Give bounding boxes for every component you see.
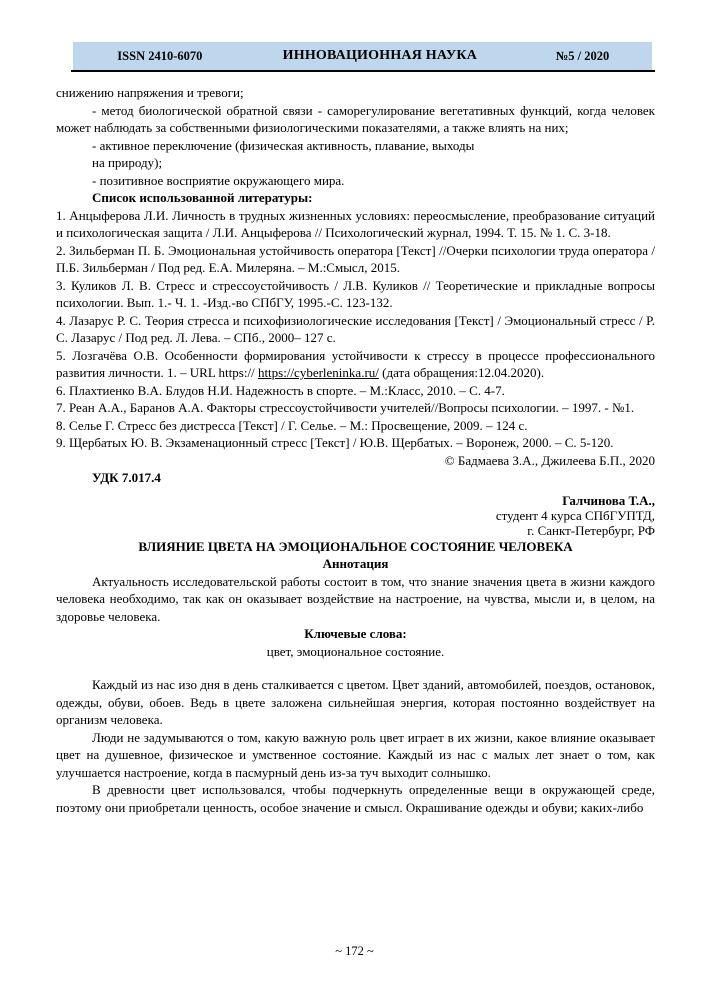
page-number: ~ 172 ~	[335, 944, 374, 958]
author-location: г. Санкт-Петербург, РФ	[527, 522, 655, 538]
paragraph: на природу);	[92, 155, 163, 170]
keywords-text: цвет, эмоциональное состояние.	[266, 643, 445, 659]
references-list	[56, 207, 655, 452]
paragraph: - метод биологической обратной связи - саморегулирование вегетативных функций, когда человек может наблюдать за собственными физиологическими показателями, а также влиять на них;	[56, 102, 655, 135]
journal-title: ИННОВАЦИОННАЯ НАУКА	[282, 48, 478, 63]
annotation-text: Актуальность исследовательской работы состоит в том, что знание значения цвета в жизни каждого человека необходимо, так как он оказывает воздействие на настроение, на чувства, мысли и, в целом, на здоровье человека.	[56, 573, 655, 624]
copyright-line: © Бадмаева З.А., Джилеева Б.П., 2020	[444, 452, 655, 468]
reference-text: 5. Лозгачёва О.В. Особенности формирования устойчивости к стрессу в процессе профессионального развития личности. 1. – URL https://	[56, 347, 655, 380]
paragraph: - активное переключение (физическая активность, плавание, выходы	[92, 137, 475, 153]
reference-item: 3. Куликов Л. В. Стресс и стрессоустойчивость / Л.В. Куликов // Теоретические и прикладные вопросы психологии. Вып. 1.- Ч. 1. -Изд.-во СПбГУ, 1995.-С. 123-132.	[56, 277, 655, 310]
reference-item: 4. Лазарус Р. С. Теория стресса и психофизиологические исследования [Текст] / Эмоциональный стресс / Р. С. Лазарус / Под ред. Л. Лева. – СПб., 2000– 127 с.	[56, 312, 655, 345]
reference-item	[56, 347, 655, 382]
paragraph: В древности цвет использовался, чтобы подчеркнуть определенные вещи в окружающей среде, поэтому они приобретали ценность, особое значение и смысл. Окрашивание одежды и обуви; каких-либо	[56, 782, 655, 815]
issue-label: №5 / 2020	[555, 48, 610, 63]
paragraph: Люди не задумываются о том, какую важную роль цвет играет в их жизни, какое влияние оказывает цвет на душевное, физическое и умственное состояние. Каждый из нас с малых лет знает о том, как улучшается настроение, когда в пасмурный день из-за туч выходит солнышко.	[56, 729, 655, 780]
reference-item: 2. Зильберман П. Б. Эмоциональная устойчивость оператора [Текст] //Очерки психологии труда оператора / П.Б. Зильберман / Под ред. Е.А. Милеряна. – М.:Смысл, 2015.	[56, 242, 655, 275]
reference-item: 9. Щербатых Ю. В. Экзаменационный стресс [Текст] / Ю.В. Щербатых. – Воронеж, 2000. – С. 5-120.	[56, 435, 614, 450]
page-header	[73, 42, 652, 70]
author-name: Галчинова Т.А.,	[562, 492, 655, 508]
header-rule	[71, 70, 655, 72]
issn-label: ISSN 2410-6070	[117, 48, 203, 63]
keywords-heading: Ключевые слова:	[304, 626, 407, 641]
article-title: ВЛИЯНИЕ ЦВЕТА НА ЭМОЦИОНАЛЬНОЕ СОСТОЯНИЕ ЧЕЛОВЕКА	[138, 538, 573, 554]
article-body	[56, 676, 655, 816]
paragraph: - позитивное восприятие окружающего мира.	[92, 172, 345, 188]
reference-item: 1. Анцыферова Л.И. Личность в трудных жизненных условиях: переосмысление, преобразование ситуаций и психологическая защита / Л.И. Анцыферова // Психологический журнал, 1994. Т. 15. № 1. С. 3-18.	[56, 207, 655, 240]
annotation-heading: Аннотация	[322, 556, 389, 571]
references-heading: Список использованной литературы:	[92, 190, 313, 205]
reference-item: 7. Реан А.А., Баранов А.А. Факторы стрессоустойчивости учителей//Вопросы психологии. – 1997. - №1.	[56, 400, 635, 415]
reference-text: (дата обращения:12.04.2020).	[378, 365, 545, 380]
author-affiliation: студент 4 курса СПбГУПТД,	[495, 507, 655, 523]
udk-code: УДК 7.017.4	[92, 470, 161, 485]
paragraph: снижению напряжения и тревоги;	[56, 85, 244, 100]
paragraph: Каждый из нас изо дня в день сталкивается с цветом. Цвет зданий, автомобилей, поездов, остановок, одежды, обуви, обоев. Ведь в цвете заложена сильнейшая энергия, которая постоянно воздействует на организм человека.	[56, 677, 655, 727]
author-block	[56, 493, 655, 538]
cyberleninka-link[interactable]: https://cyberleninka.ru/	[257, 365, 379, 380]
reference-item: 6. Плахтиенко В.А. Блудов Н.И. Надежность в спорте. – М.:Класс, 2010. – С. 4-7.	[56, 382, 505, 398]
page-content	[56, 84, 655, 816]
reference-item: 8. Селье Г. Стресс без дистресса [Текст] / Г. Селье. – М.: Просвещение, 2009. – 124 с.	[56, 417, 528, 433]
